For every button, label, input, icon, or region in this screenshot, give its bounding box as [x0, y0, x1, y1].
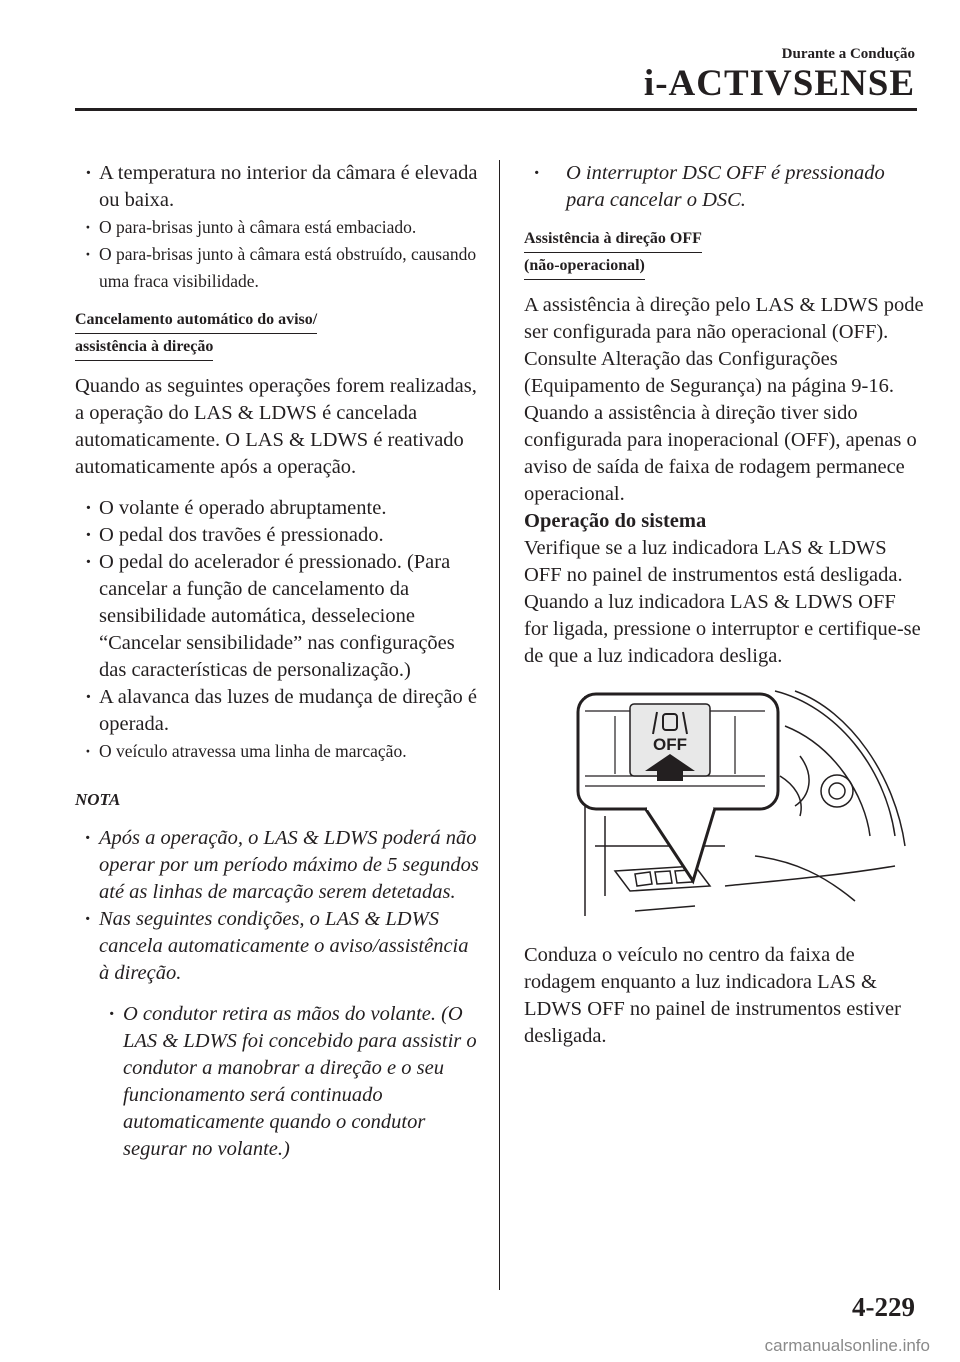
list-item: · O para-brisas junto à câmara está embaciado. — [75, 214, 480, 241]
chapter-title: i-ACTIVSENSE — [643, 63, 915, 104]
heading-operation: Operação do sistema — [524, 510, 707, 532]
para-off: A assistência à direção pelo LAS & LDWS pode ser configurada para não operacional (OFF). — [524, 294, 924, 343]
right-column — [524, 160, 924, 1050]
para-ref: Consulte Alteração das Configurações (Equipamento de Segurança) na página 9-16. — [524, 348, 895, 397]
cancel-intro: Quando as seguintes operações forem realizadas, a operação do LAS & LDWS é cancelada automaticamente. O LAS & LDWS é reativado automaticamente após a operação. — [75, 375, 477, 478]
off-label: OFF — [653, 735, 687, 754]
heading-off — [524, 226, 924, 280]
para-operation: Verifique se a luz indicadora LAS & LDWS OFF no painel de instrumentos está desligada. Quando a luz indicadora LAS & LDWS OFF for ligada, pressione o interruptor e certifique-se de que a luz indicadora desliga. — [524, 537, 921, 667]
section-title: Durante a Condução — [781, 46, 915, 62]
page-number: 4-229 — [852, 1292, 915, 1322]
nota-sub-item: · O condutor retira as mãos do volante. (O LAS & LDWS foi concebido para assistir o condutor a manobrar a direção e o seu funcionamento será continuado automaticamente quando o condutor segurar no volante.) — [75, 1001, 480, 1163]
heading-cancel-line1: Cancelamento automático do aviso/ — [75, 307, 317, 334]
list-item: · O pedal dos travões é pressionado. — [75, 522, 480, 549]
heading-cancel-line2: assistência à direção — [75, 334, 213, 361]
nota-item: · Após a operação, o LAS & LDWS poderá não operar por um período máximo de 5 segundos até as linhas de marcação serem detetadas. — [75, 825, 480, 906]
switch-illustration — [575, 686, 915, 926]
nota-label: NOTA — [75, 790, 121, 809]
nota-item: · Nas seguintes condições, o LAS & LDWS cancela automaticamente o aviso/assistência à direção. — [75, 906, 480, 987]
nota-sub-item: · O interruptor DSC OFF é pressionado para cancelar o DSC. — [524, 160, 924, 214]
page-header — [0, 0, 960, 120]
heading-off-line1: Assistência à direção OFF — [524, 226, 702, 253]
watermark: carmanualsonline.info — [764, 1336, 930, 1355]
para-when: Quando a assistência à direção tiver sido configurada para inoperacional (OFF), apenas o aviso de saída de faixa de rodagem permanece operacional. — [524, 402, 917, 505]
column-divider — [499, 160, 500, 1290]
heading-cancel — [75, 307, 480, 361]
dashboard-illustration — [575, 686, 915, 926]
list-item: · O volante é operado abruptamente. — [75, 495, 480, 522]
para-drive: Conduza o veículo no centro da faixa de rodagem enquanto a luz indicadora LAS & LDWS OFF no painel de instrumentos estiver desligada. — [524, 944, 901, 1047]
list-item: · O veículo atravessa uma linha de marcação. — [75, 738, 480, 765]
list-item: · O para-brisas junto à câmara está obstruído, causando uma fraca visibilidade. — [75, 241, 480, 295]
left-column — [75, 160, 480, 1163]
heading-off-line2: (não-operacional) — [524, 253, 645, 280]
list-item: · A temperatura no interior da câmara é elevada ou baixa. — [75, 160, 480, 214]
list-item: · O pedal do acelerador é pressionado. (Para cancelar a função de cancelamento da sensibilidade automática, desselecione “Cancelar sensibilidade” nas configurações das características de personalização.) — [75, 549, 480, 684]
header-rule — [75, 108, 917, 111]
list-item: · A alavanca das luzes de mudança de direção é operada. — [75, 684, 480, 738]
